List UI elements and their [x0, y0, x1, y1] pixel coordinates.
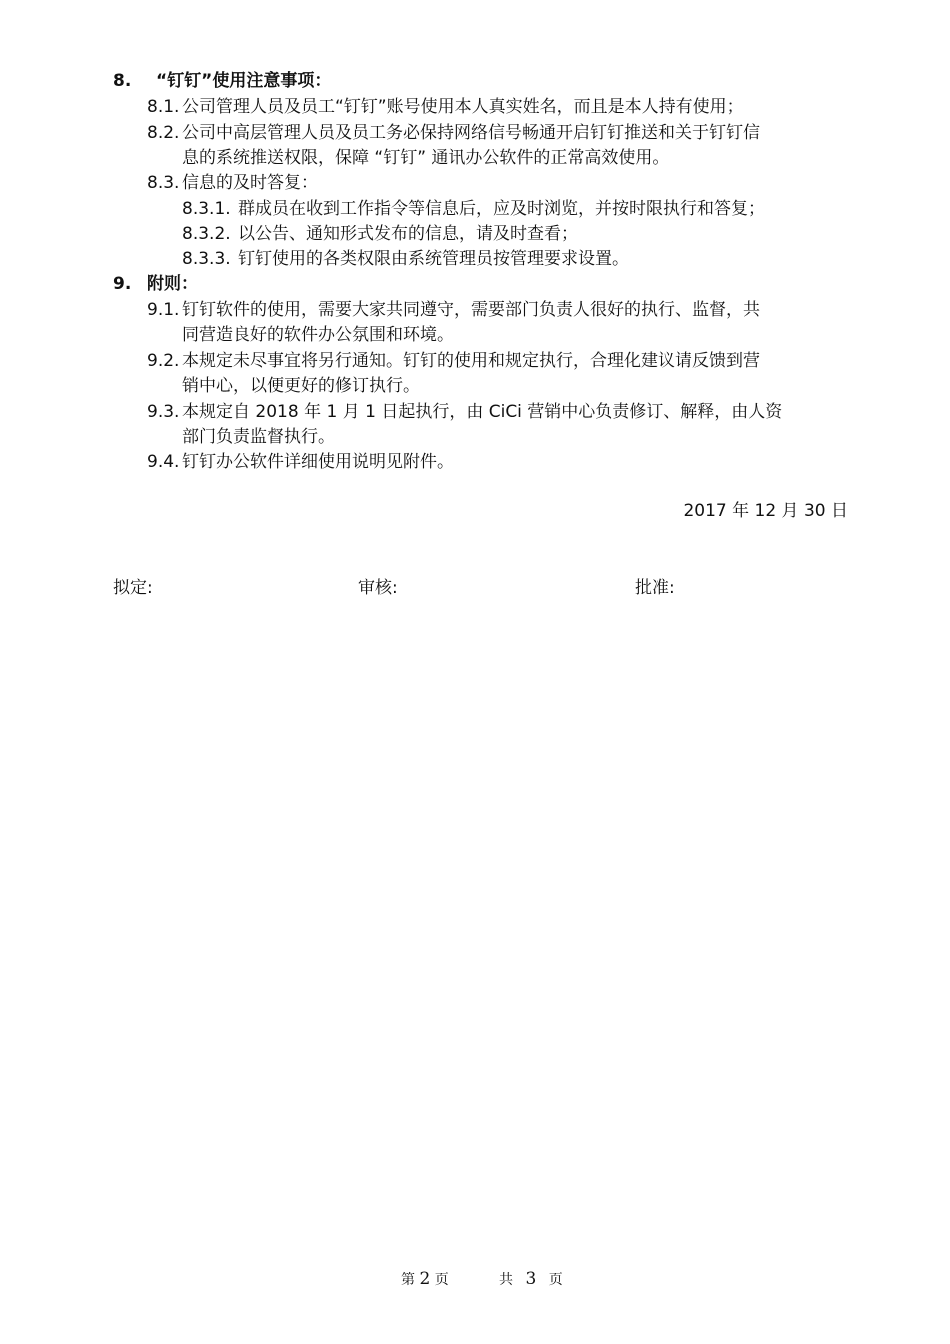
item-8-2-text-line2: 息的系统推送权限，保障 “钉钉” 通讯办公软件的正常高效使用。 [182, 148, 670, 168]
item-9-4-text: 钉钉办公软件详细使用说明见附件。 [182, 452, 454, 472]
page-prefix: 第 [401, 1272, 415, 1288]
signature-reviewed-label: 审核: [358, 578, 398, 598]
item-9-1-text-line2: 同营造良好的软件办公氛围和环境。 [182, 325, 454, 345]
item-8-3-number: 8.3. [147, 173, 180, 193]
item-9-4-number: 9.4. [147, 452, 180, 472]
item-8-2-text-line1: 公司中高层管理人员及员工务必保持网络信号畅通开启钉钉推送和关于钉钉信 [182, 123, 760, 143]
item-9-2-text-line2: 销中心，以便更好的修订执行。 [182, 376, 420, 396]
item-8-3-3-number: 8.3.3. [182, 249, 231, 269]
item-8-1-number: 8.1. [147, 97, 180, 117]
item-9-3-text-line1: 本规定自 2018 年 1 月 1 日起执行，由 CiCi 营销中心负责修订、解释，由人资 [182, 402, 783, 422]
item-8-2-number: 8.2. [147, 123, 180, 143]
current-page-number: 2 [419, 1269, 431, 1289]
total-suffix: 页 [548, 1272, 563, 1288]
page-number-footer [401, 1268, 449, 1291]
total-pages-number: 3 [525, 1269, 537, 1289]
item-8-3-3-text: 钉钉使用的各类权限由系统管理员按管理要求设置。 [238, 249, 629, 269]
item-9-3-number: 9.3. [147, 402, 180, 422]
total-prefix: 共 [499, 1272, 513, 1288]
item-8-3-2-text: 以公告、通知形式发布的信息，请及时查看； [238, 224, 578, 244]
total-pages-footer [499, 1268, 563, 1291]
item-9-3-text-line2: 部门负责监督执行。 [182, 427, 335, 447]
document-date: 2017 年 12 月 30 日 [683, 501, 848, 521]
item-8-3-2-number: 8.3.2. [182, 224, 231, 244]
item-9-1-number: 9.1. [147, 300, 180, 320]
item-9-1-text-line1: 钉钉软件的使用，需要大家共同遵守，需要部门负责人很好的执行、监督，共 [182, 300, 760, 320]
item-8-3-1-number: 8.3.1. [182, 199, 231, 219]
section-9-heading: 附则： [147, 274, 198, 294]
section-9-number: 9. [113, 274, 132, 294]
item-8-1-text: 公司管理人员及员工“钉钉”账号使用本人真实姓名，而且是本人持有使用； [182, 97, 744, 117]
page-suffix: 页 [434, 1272, 449, 1288]
item-9-2-text-line1: 本规定未尽事宜将另行通知。钉钉的使用和规定执行，合理化建议请反馈到营 [182, 351, 760, 371]
item-8-3-1-text: 群成员在收到工作指令等信息后，应及时浏览，并按时限执行和答复； [238, 199, 765, 219]
signature-approved-label: 批准: [635, 578, 675, 598]
item-9-2-number: 9.2. [147, 351, 180, 371]
item-8-3-text: 信息的及时答复： [182, 173, 318, 193]
section-8-heading: “钉钉”使用注意事项： [156, 71, 332, 91]
section-8-number: 8. [113, 71, 132, 91]
signature-drafted-label: 拟定: [113, 578, 153, 598]
